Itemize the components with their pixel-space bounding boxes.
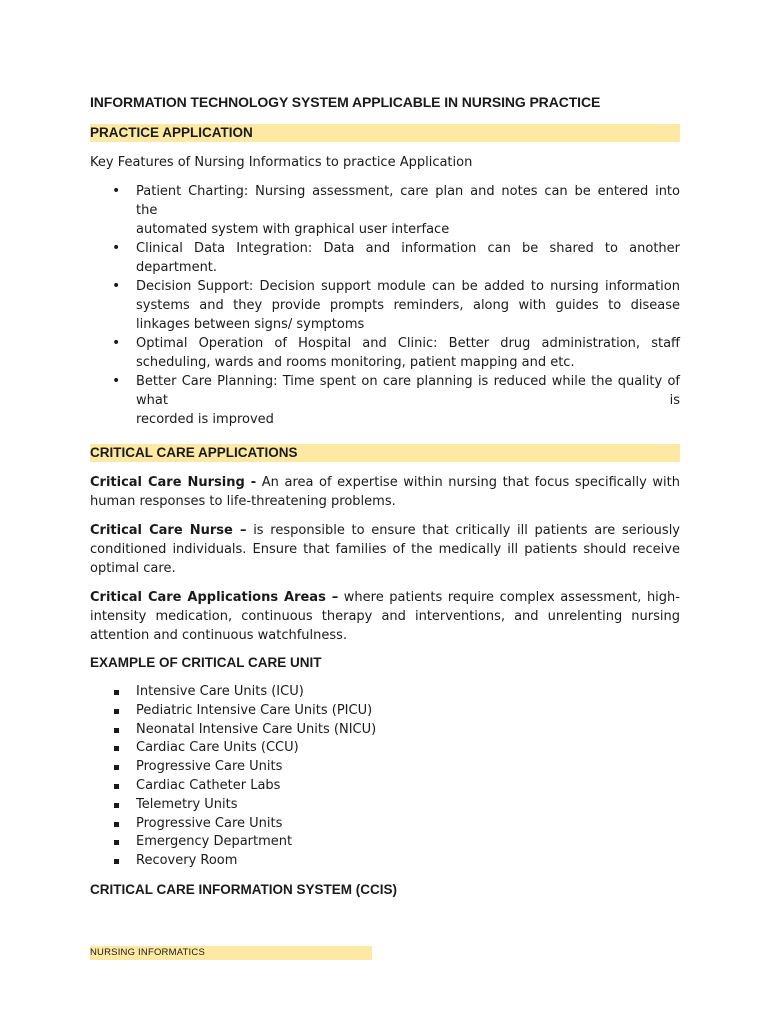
list-item: • Clinical Data Integration: Data and information can be shared to another department.: [90, 239, 680, 277]
critical-care-unit-list: [90, 683, 680, 871]
paragraph-critical-care-areas: Critical Care Applications Areas – where patients require complex assessment, high-intensity medication, continuous therapy and interventions, and unrelenting nursing attention and continuous watchfulness.: [90, 590, 680, 643]
list-item: Cardiac Care Units (CCU): [90, 739, 680, 758]
list-item: • Better Care Planning: Time spent on care planning is reduced while the quality of what is recorded is improved: [90, 372, 680, 429]
list-item: Intensive Care Units (ICU): [90, 683, 680, 702]
practice-intro: Key Features of Nursing Informatics to practice Application: [90, 155, 473, 170]
section-heading-ccis: CRITICAL CARE INFORMATION SYSTEM (CCIS): [90, 882, 397, 897]
list-item: • Decision Support: Decision support module can be added to nursing information systems and they provide prompts reminders, along with guides to disease linkages between signs/ symptoms: [90, 277, 680, 334]
section-heading-units: EXAMPLE OF CRITICAL CARE UNIT: [90, 655, 322, 670]
list-item: Emergency Department: [90, 833, 680, 852]
list-item: Recovery Room: [90, 852, 680, 871]
page-footer: NURSING INFORMATICS: [90, 946, 372, 960]
paragraph-critical-care-nurse: Critical Care Nurse – is responsible to ensure that critically ill patients are seriously conditioned individuals. Ensure that families of the medically ill patients should receive optimal care.: [90, 523, 681, 576]
section-heading-critical: CRITICAL CARE APPLICATIONS: [90, 444, 680, 462]
section-heading-practice: PRACTICE APPLICATION: [90, 124, 680, 142]
list-item: Progressive Care Units: [90, 758, 680, 777]
practice-feature-list: [90, 182, 680, 429]
paragraph-critical-care-nursing: Critical Care Nursing - An area of expertise within nursing that focus specifically with human responses to life-threatening problems.: [90, 475, 680, 509]
list-item: • Patient Charting: Nursing assessment, care plan and notes can be entered into the automated system with graphical user interface: [90, 182, 680, 239]
list-item: Neonatal Intensive Care Units (NICU): [90, 721, 680, 740]
list-item: Cardiac Catheter Labs: [90, 777, 680, 796]
list-item: Pediatric Intensive Care Units (PICU): [90, 702, 680, 721]
list-item: Progressive Care Units: [90, 815, 680, 834]
list-item: Telemetry Units: [90, 796, 680, 815]
list-item: • Optimal Operation of Hospital and Clinic: Better drug administration, staff scheduling, wards and rooms monitoring, patient mapping and etc.: [90, 334, 680, 372]
page-title: INFORMATION TECHNOLOGY SYSTEM APPLICABLE IN NURSING PRACTICE: [90, 94, 601, 110]
